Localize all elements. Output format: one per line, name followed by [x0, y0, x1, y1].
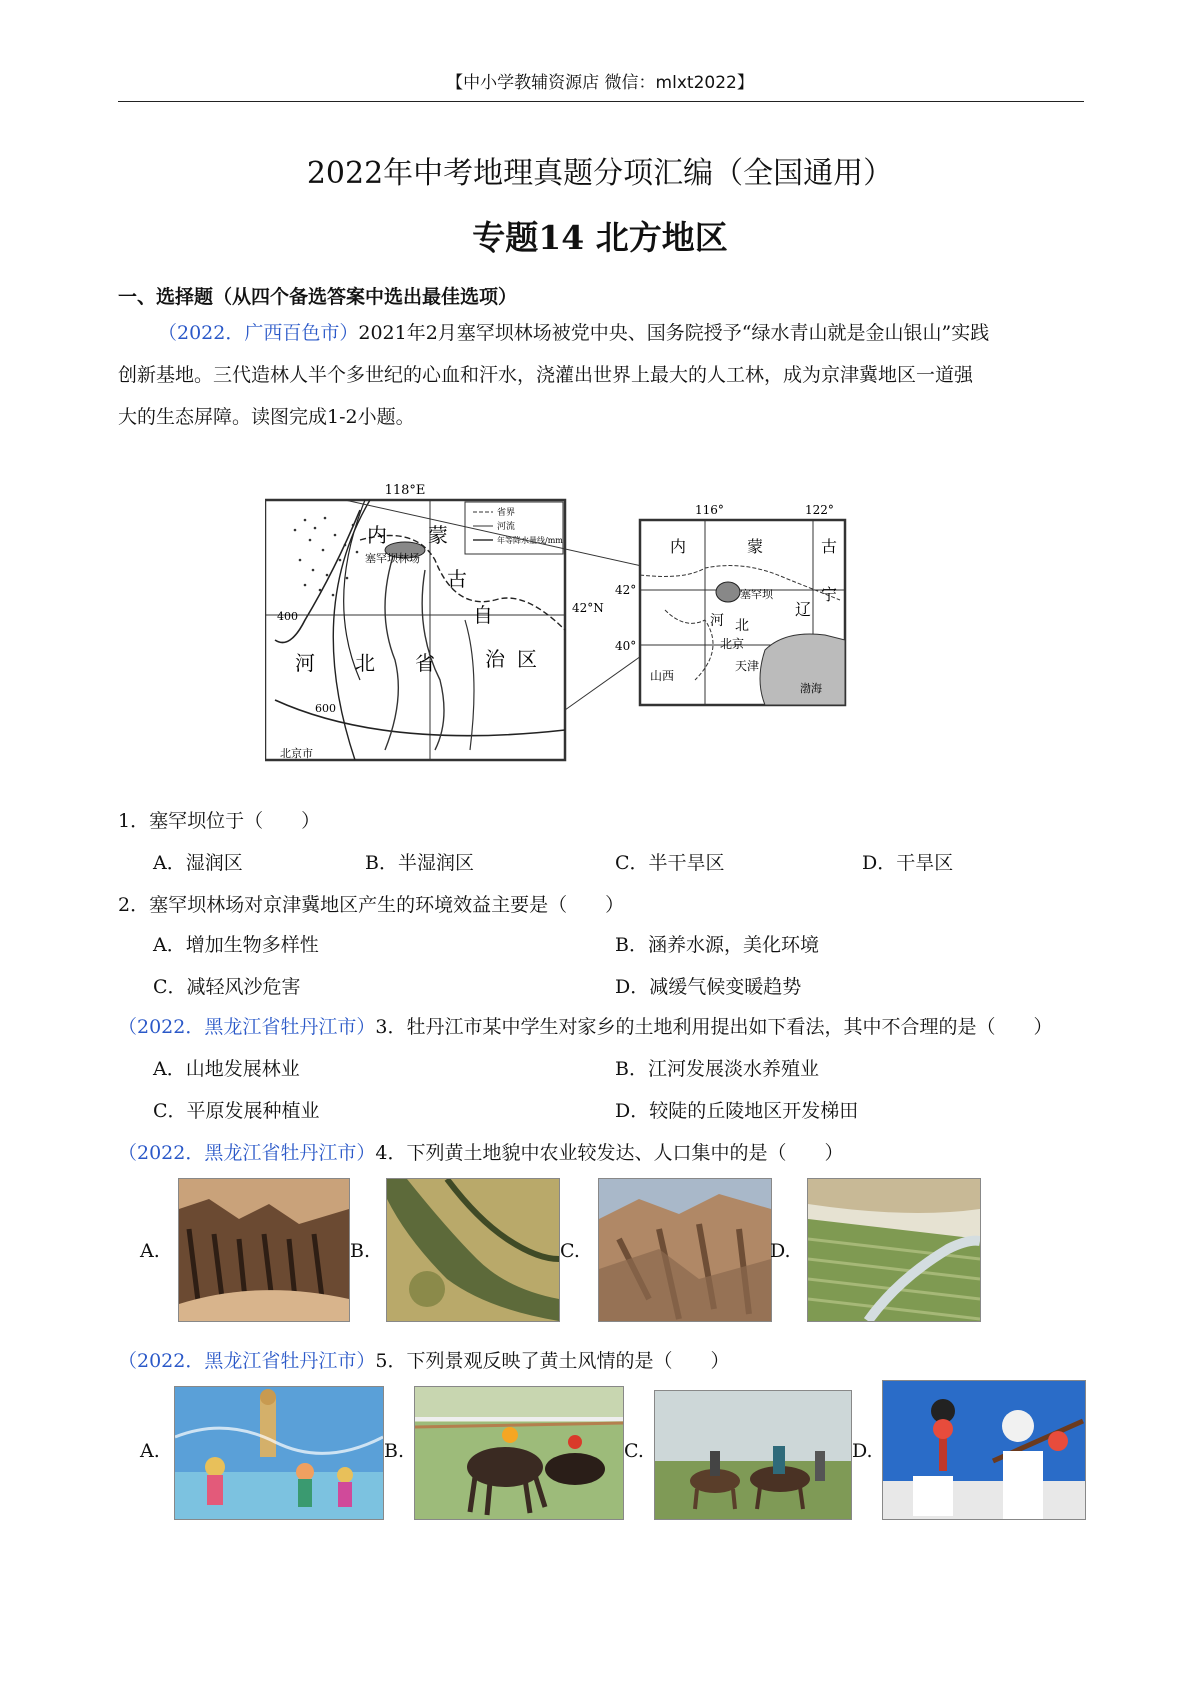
map-label-zi: 自	[473, 603, 493, 627]
intro-line-1	[158, 318, 989, 345]
q5-source: （2022．黑龙江省牡丹江市）	[118, 1350, 376, 1372]
document-subtitle: 专题14 北方地区	[472, 218, 728, 257]
source-tag: （2022．广西百色市）	[158, 322, 359, 344]
q5-photo-b[interactable]	[414, 1386, 624, 1520]
q4-option-a[interactable]: A.	[140, 1240, 160, 1262]
q1-option-b[interactable]: B．半湿润区	[365, 852, 474, 874]
document-title: 2022年中考地理真题分项汇编（全国通用）	[306, 156, 894, 191]
q2-option-a[interactable]: A．增加生物多样性	[153, 934, 319, 956]
rmap-tianjin: 天津	[735, 659, 760, 673]
rmap-beijing: 北京	[720, 637, 745, 651]
map-label-zhi: 治	[485, 647, 505, 671]
map-label-sheng: 省	[415, 651, 435, 675]
rmap-gu: 古	[821, 537, 838, 556]
intro-text-1: 2021年2月塞罕坝林场被党中央、国务院授予“绿水青山就是金山银山”实践	[358, 322, 990, 344]
section-heading: 一、选择题（从四个备选答案中选出最佳选项）	[118, 286, 518, 308]
saihanba-map	[265, 480, 905, 780]
q5-photo-d[interactable]	[882, 1380, 1086, 1520]
isoline-600: 600	[315, 702, 336, 715]
q4-photo-d[interactable]	[807, 1178, 981, 1322]
q4-option-b[interactable]: B.	[350, 1240, 371, 1262]
q4-source: （2022．黑龙江省牡丹江市）	[118, 1142, 376, 1164]
q1-stem: 1．塞罕坝位于（ ）	[118, 810, 321, 832]
rmap-saihanba: 塞罕坝	[740, 588, 773, 601]
left-map-lon: 118°E	[384, 483, 426, 498]
q5-photo-a[interactable]	[174, 1386, 384, 1520]
map-label-nei: 内	[367, 523, 387, 547]
rmap-shanxi: 山西	[650, 669, 675, 683]
rmap-ning: 宁	[821, 585, 838, 604]
q5-option-b[interactable]: B.	[384, 1440, 405, 1462]
isoline-400: 400	[277, 610, 298, 623]
q4-stem: 4．下列黄土地貌中农业较发达、人口集中的是（ ）	[375, 1142, 844, 1164]
q1-option-a[interactable]: A．湿润区	[153, 852, 243, 874]
q3-source: （2022．黑龙江省牡丹江市）	[118, 1016, 376, 1038]
rmap-bei: 北	[735, 618, 749, 634]
map-label-saihanba: 塞罕坝林场	[365, 552, 420, 565]
q5-line	[118, 1346, 729, 1373]
q5-photo-c[interactable]	[654, 1390, 852, 1520]
intro-line-3: 大的生态屏障。读图完成1-2小题。	[118, 406, 415, 428]
q2-option-b[interactable]: B．涵养水源，美化环境	[615, 934, 819, 956]
q3-option-d[interactable]: D．较陡的丘陵地区开发梯田	[615, 1100, 859, 1122]
q1-option-c[interactable]: C．半干旱区	[615, 852, 725, 874]
q5-option-d[interactable]: D.	[852, 1440, 873, 1462]
q2-stem: 2．塞罕坝林场对京津冀地区产生的环境效益主要是（ ）	[118, 894, 625, 916]
map-label-he: 河	[295, 651, 315, 675]
q1-option-d[interactable]: D．干旱区	[862, 852, 954, 874]
page-header: 【中小学教辅资源店 微信：mlxt2022】	[446, 73, 754, 93]
rmap-bohai: 渤海	[800, 682, 822, 695]
right-map-lon-2: 122°	[805, 503, 834, 517]
q3-line	[118, 1012, 1052, 1039]
q4-option-d[interactable]: D.	[770, 1240, 791, 1262]
map-label-meng: 蒙	[428, 523, 448, 547]
header-divider	[118, 101, 1084, 102]
legend-river: 河流	[497, 522, 516, 532]
rmap-nei: 内	[670, 537, 687, 556]
q3-option-c[interactable]: C．平原发展种植业	[153, 1100, 320, 1122]
q2-option-c[interactable]: C．减轻风沙危害	[153, 976, 301, 998]
map-label-bei: 北	[355, 651, 375, 675]
q3-option-b[interactable]: B．江河发展淡水养殖业	[615, 1058, 819, 1080]
right-map-lat-1: 42°	[615, 583, 637, 597]
map-label-beijing: 北京市	[280, 747, 313, 760]
q2-option-d[interactable]: D．减缓气候变暖趋势	[615, 976, 802, 998]
q3-option-a[interactable]: A．山地发展林业	[153, 1058, 300, 1080]
q5-stem: 5．下列景观反映了黄土风情的是（ ）	[375, 1350, 730, 1372]
q4-photo-a[interactable]	[178, 1178, 350, 1322]
right-map-lon-1: 116°	[695, 503, 724, 517]
map-label-gu: 古	[447, 567, 467, 591]
q4-photo-b[interactable]	[386, 1178, 560, 1322]
rmap-he: 河	[710, 613, 724, 629]
map-label-qu: 区	[517, 647, 537, 671]
q4-photo-c[interactable]	[598, 1178, 772, 1322]
q3-stem: 3．牡丹江市某中学生对家乡的土地利用提出如下看法，其中不合理的是（ ）	[375, 1016, 1053, 1038]
rmap-meng: 蒙	[747, 537, 764, 556]
q4-option-c[interactable]: C.	[560, 1240, 580, 1262]
q5-option-a[interactable]: A.	[140, 1440, 160, 1462]
intro-line-2: 创新基地。三代造林人半个多世纪的心血和汗水，浇灌出世界上最大的人工林，成为京津冀地区一道强	[118, 364, 974, 386]
q5-option-c[interactable]: C.	[624, 1440, 644, 1462]
q4-line	[118, 1138, 843, 1165]
legend-border: 省界	[497, 508, 516, 518]
legend-isoline: 年等降水量线/mm	[497, 536, 563, 545]
rmap-liao: 辽	[795, 600, 812, 619]
right-map-lat-2: 40°	[615, 639, 637, 653]
left-map-lat: 42°N	[572, 601, 604, 615]
